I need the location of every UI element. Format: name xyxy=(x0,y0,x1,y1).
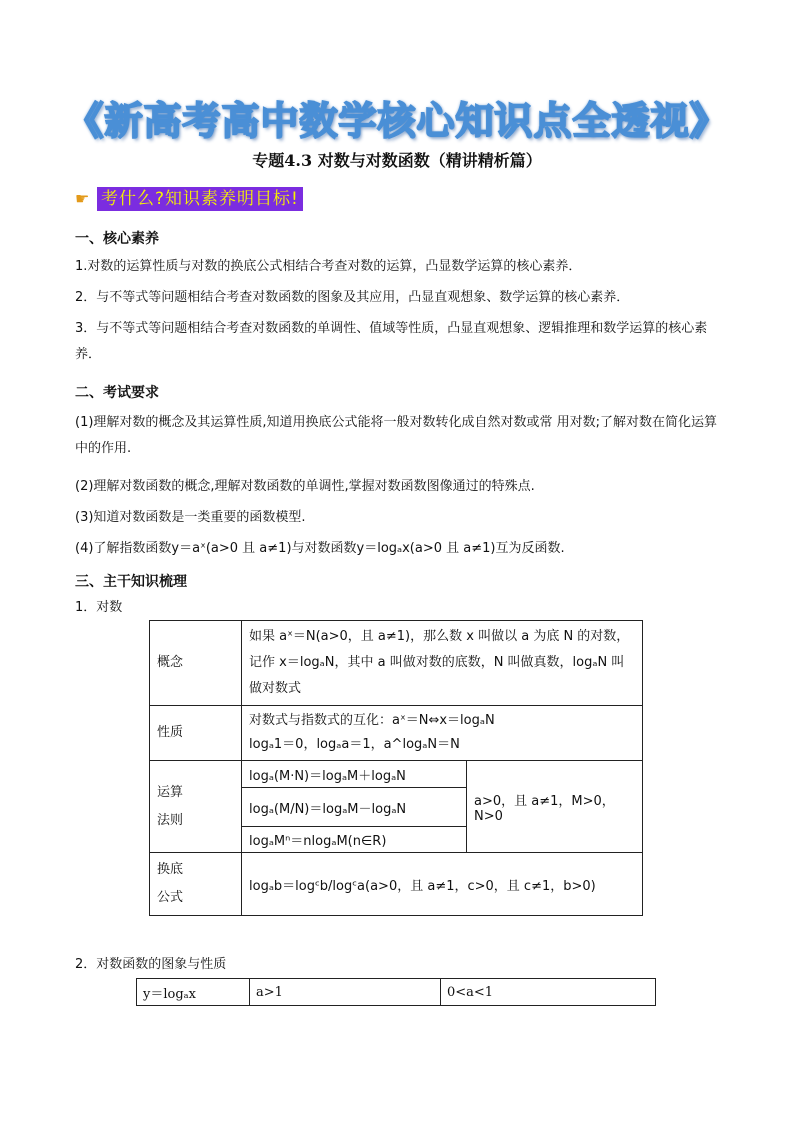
rule-power: logₐMⁿ＝nlogₐM(n∈R) xyxy=(242,827,467,853)
concept-label: 概念 xyxy=(150,621,242,706)
table-row xyxy=(150,853,643,916)
rules-label-line-1: 运算 xyxy=(157,784,184,800)
rules-condition: a>0，且 a≠1，M>0，N>0 xyxy=(467,761,643,853)
subheading-log-function: 2．对数函数的图象与性质 xyxy=(75,957,227,972)
section-heading-knowledge: 三、主干知识梳理 xyxy=(75,574,187,590)
header-a-gt-1: a>1 xyxy=(250,979,441,1006)
table-row xyxy=(150,761,643,788)
core-item-1: 1.对数的运算性质与对数的换底公式相结合考查对数的运算，凸显数学运算的核心素养． xyxy=(75,259,582,274)
document-subtitle: 专题4.3 对数与对数函数（精讲精析篇） xyxy=(252,151,542,170)
change-base-label xyxy=(150,853,242,916)
logarithm-table xyxy=(149,620,643,916)
rules-label-line-2: 法则 xyxy=(157,812,184,828)
table-row xyxy=(137,979,656,1006)
pointing-hand-icon: ☛ xyxy=(75,189,90,208)
concept-text: 如果 aˣ＝N(a>0，且 a≠1)，那么数 x 叫做以 a 为底 N 的对数，记作 x＝logₐN，其中 a 叫做对数的底数，N 叫做真数，logₐN 叫做对数式 xyxy=(242,621,643,706)
property-label: 性质 xyxy=(150,706,242,761)
section-banner xyxy=(75,186,303,212)
document-title: 《新高考高中数学核心知识点全透视》 xyxy=(65,99,729,143)
core-item-2: 2．与不等式等问题相结合考查对数函数的图象及其应用，凸显直观想象、数学运算的核心素养． xyxy=(75,290,630,305)
section-heading-core: 一、核心素养 xyxy=(75,231,159,247)
property-line-2: logₐ1＝0，logₐa＝1，a^logₐN＝N xyxy=(249,737,460,752)
banner-text: 考什么?知识素养明目标! xyxy=(97,187,303,211)
rule-quotient: logₐ(M/N)＝logₐM－logₐN xyxy=(242,788,467,827)
property-cell xyxy=(242,706,643,761)
log-function-table xyxy=(136,978,656,1006)
section-heading-exam: 二、考试要求 xyxy=(75,385,159,401)
header-function: y＝logₐx xyxy=(137,979,250,1006)
core-item-3: 3．与不等式等问题相结合考查对数函数的单调性、值域等性质，凸显直观想象、逻辑推理和数学运算的核心素养． xyxy=(75,321,708,362)
exam-item-4: (4)了解指数函数y＝aˣ(a>0 且 a≠1)与对数函数y＝logₐx(a>0 且 a≠1)互为反函数. xyxy=(75,541,565,556)
table-row xyxy=(150,621,643,706)
exam-item-2: (2)理解对数函数的概念,理解对数函数的单调性,掌握对数函数图像通过的特殊点. xyxy=(75,479,535,494)
table-row xyxy=(150,706,643,761)
header-a-lt-1: 0<a<1 xyxy=(441,979,656,1006)
rule-product: logₐ(M·N)＝logₐM＋logₐN xyxy=(242,761,467,788)
change-label-line-1: 换底 xyxy=(157,862,184,877)
property-line-1: 对数式与指数式的互化：aˣ＝N⇔x＝logₐN xyxy=(249,713,495,728)
rules-label xyxy=(150,761,242,853)
exam-item-3: (3)知道对数函数是一类重要的函数模型. xyxy=(75,510,306,525)
subheading-logarithm: 1．对数 xyxy=(75,600,123,615)
change-base-formula: logₐb＝logᶜb/logᶜa(a>0，且 a≠1，c>0，且 c≠1，b>0) xyxy=(242,853,643,916)
change-label-line-2: 公式 xyxy=(157,890,184,905)
exam-item-1: (1)理解对数的概念及其运算性质,知道用换底公式能将一般对数转化成自然对数或常 用对数;了解对数在简化运算中的作用. xyxy=(75,415,718,456)
